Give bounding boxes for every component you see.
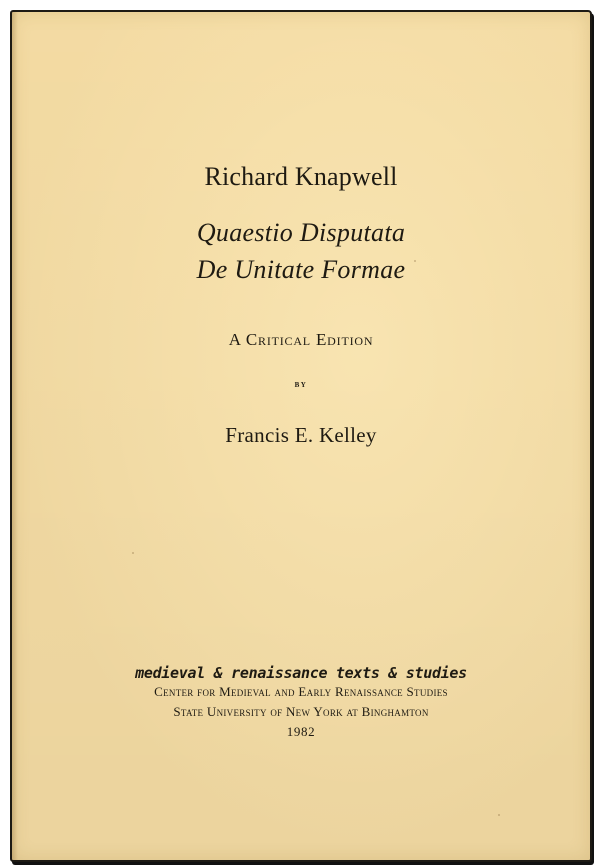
editor-name: Francis E. Kelley <box>225 423 377 447</box>
publication-year: 1982 <box>286 724 316 739</box>
book-cover <box>10 10 592 862</box>
edition-subtitle: A Critical Edition <box>228 330 374 349</box>
title-line-1: Quaestio Disputata <box>196 218 406 247</box>
publisher-center: Center for Medieval and Early Renaissance Studies <box>154 684 448 699</box>
paper-speck <box>414 260 416 262</box>
book-title <box>12 214 590 288</box>
publisher-university: State University of New York at Binghamton <box>173 704 429 719</box>
by-line: by <box>294 379 308 390</box>
paper-speck <box>132 552 134 554</box>
paper-speck <box>498 814 500 816</box>
title-line-2: De Unitate Formae <box>196 255 406 284</box>
author-name: Richard Knapwell <box>204 162 398 191</box>
series-name: medieval & renaissance texts & studies <box>135 664 467 682</box>
